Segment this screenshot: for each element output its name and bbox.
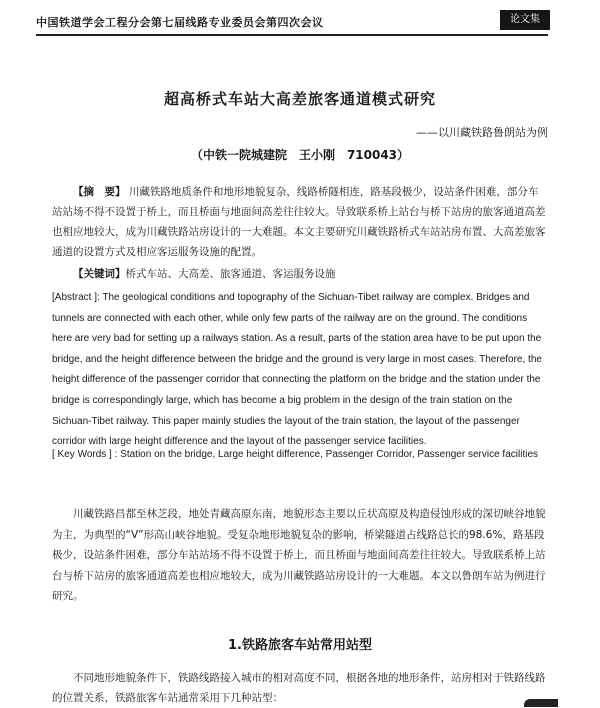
keywords-en: [ Key Words ] : Station on the bridge, Large height difference, Passenger Corridor, Passenger service facilities xyxy=(52,449,539,460)
proceedings-badge: 论文集 xyxy=(500,10,550,30)
abstract-cn-label: 【摘 要】 xyxy=(73,186,126,198)
keywords-cn-label: 【关键词】 xyxy=(73,268,126,280)
conference-name: 中国铁道学会工程分会第七届线路专业委员会第四次会议 xyxy=(36,16,324,29)
abstract-cn xyxy=(52,182,548,262)
abstract-en: [Abstract ]: The geological conditions and topography of the Sichuan-Tibet railway are complex. Bridges and tunnels are connected with each other, while only few parts of the railway are on the ground. The conditions here are very bad for setting up a railways station. As a result, parts of the station area have to be put upon the bridge, and the height difference between the bridge and the ground is very large in most cases. Therefore, the height difference of the passenger corridor that connecting the platform on the bridge and the station under the bridge is correspondingly large, which has become a big problem in the design of the train station on the Sichuan-Tibet railway. This paper mainly studies the layout of the train station, the layout of the passenger corridor with large height difference and the layout of the passenger service facilities. xyxy=(52,292,542,448)
paper-subtitle: ——以川藏铁路鲁朗站为例 xyxy=(416,126,548,139)
intro-paragraph: 川藏铁路昌都至林芝段，地处青藏高原东南，地貌形态主要以丘状高原及构造侵蚀形成的深切峡谷地貌为主，为典型的“V”形高山峡谷地貌。受复杂地形地貌复杂的影响，桥梁隧道占线路总长的98.6%，路基段极少，设站条件困难，部分车站站场不得不设置于桥上，而且桥面与地面间高差往往较大。导致联系桥上站台与桥下站房的旅客通道高差也相应地较大，成为川藏铁路站房设计的一大难题。本文以鲁朗车站为例进行研究。 xyxy=(52,508,546,602)
abstract-cn-text: 川藏铁路地质条件和地形地貌复杂，线路桥隧相连，路基段极少，设站条件困难，部分车站站场不得不设置于桥上，而且桥面与地面间高差往往较大。导致联系桥上站台与桥下站房的旅客通道高差也相应地较大，成为川藏铁路站房设计的一大难题。本文主要研究川藏铁路桥式车站站房布置、大高差旅客通道的设置方式及相应客运服务设施的配置。 xyxy=(52,186,546,258)
page-corner-mark xyxy=(524,699,558,707)
paper-title: 超高桥式车站大高差旅客通道模式研究 xyxy=(163,90,436,108)
author-line: （中铁一院城建院 王小刚 710043） xyxy=(190,148,410,162)
keywords-cn-text: 桥式车站、大高差、旅客通道、客运服务设施 xyxy=(125,268,336,280)
section-heading: 1.铁路旅客车站常用站型 xyxy=(228,638,372,653)
running-header xyxy=(36,12,548,36)
keywords-cn xyxy=(52,264,548,284)
section-paragraph: 不同地形地貌条件下，铁路线路接入城市的相对高度不同，根据各地的地形条件，站房相对于铁路线路的位置关系，铁路旅客车站通常采用下几种站型： xyxy=(52,672,546,704)
